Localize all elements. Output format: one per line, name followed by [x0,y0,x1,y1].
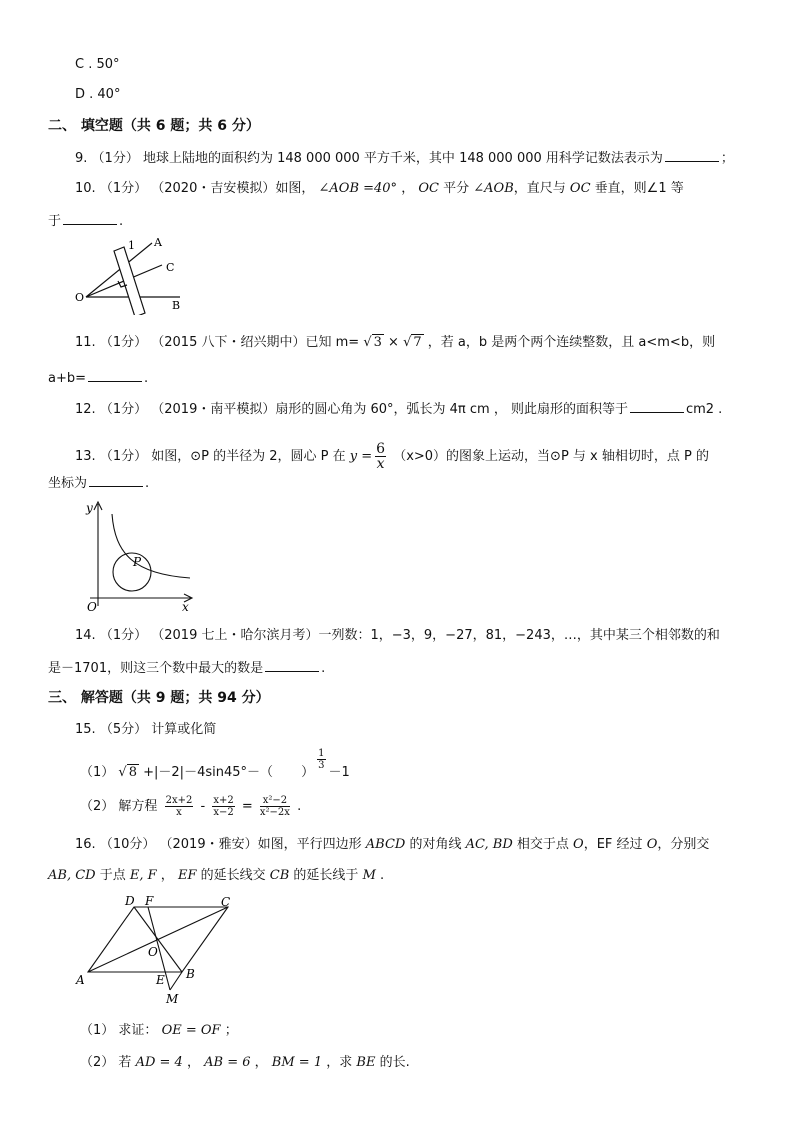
q16-math-7: EF [177,868,197,883]
question-11-line1 [75,335,715,351]
question-9 [75,149,734,167]
q16-text-7: ， [160,868,174,883]
question-15-part2 [80,794,301,820]
q16-p2-math-2: AB = 6 [204,1055,251,1070]
q11-score: （1分） [99,335,148,350]
figure-q16-parallelogram [70,892,246,1008]
label-o: O [75,291,85,304]
q15-p1-text-1: +|－2|－4sin45°－（ [143,765,274,780]
label-y: y [86,501,93,515]
q13-end: . [145,476,150,491]
q15-f1-num: 2x+2 [165,795,193,806]
q11-sqrt-7: √ 7 [403,335,422,350]
q15-p2-end: . [297,799,302,814]
q10-math-4: OC [569,181,591,196]
q15-radicand: 8 [128,765,137,780]
q15-number: 15. [75,722,96,737]
question-10-line2 [48,212,123,230]
q15-f2-num: x+2 [213,795,234,806]
q11-radicand-2: 7 [413,335,422,350]
q16-p1-text-1: 求证： [118,1023,158,1038]
q10-score: （1分） [99,181,148,196]
q12-source: （2019・南平模拟） [151,402,276,417]
q10-text-4: ，直尺与 [513,181,566,196]
q13-number: 13. [75,449,96,464]
question-16-part2 [80,1055,410,1071]
q14-text-1: 一列数：1，−3，9，−27，81，−243，…，其中某三个相邻数的和 [318,628,720,643]
q13-answer-blank [89,474,143,487]
label-o: O [148,945,158,959]
q16-text-4: ，EF 经过 [583,837,643,852]
q13-eq-left: y = [349,449,373,464]
q10-answer-blank [63,212,117,225]
q9-number: 9. [75,151,88,166]
q11-answer-blank [88,369,142,382]
q16-p2-text-4: ，求 [326,1055,353,1070]
q16-math-4: O [646,837,658,852]
q16-text-5: ，分别交 [657,837,710,852]
q16-number: 16. [75,837,96,852]
q15-sqrt-8: √ 8 [118,765,137,780]
q10-end: . [119,214,124,229]
q16-p2-text-3: ， [254,1055,268,1070]
q10-text-6: 于 [48,214,62,229]
q16-p1-text-2: ； [224,1023,238,1038]
question-14-line2 [48,659,325,677]
q10-math-3: ∠AOB [473,181,514,196]
q13-fraction-den: x [376,456,385,472]
label-c: C [166,261,175,274]
q16-p2-math-1: AD = 4 [135,1055,183,1070]
q11-text-3: a+b= [48,371,87,386]
q11-end: . [144,371,149,386]
q16-p1-label: （1） [80,1023,115,1038]
question-10-line1 [75,181,684,197]
q13-score: （1分） [99,449,148,464]
q15-f2-den: x−2 [213,807,234,818]
q16-text-9: 的延长线于 [293,868,359,883]
q15-p2-label: （2） [80,799,115,814]
label-d: D [125,894,135,908]
question-11-line2 [48,369,148,387]
q10-math-1: ∠AOB =40° [318,181,398,196]
q12-answer-blank [630,400,684,413]
question-14-line1 [75,628,720,644]
label-c: C [221,895,231,909]
label-e: E [156,973,165,987]
q16-text-2: 的对角线 [409,837,462,852]
q12-text-2: cm2 . [685,402,723,417]
q16-math-2: AC, BD [465,837,513,852]
section-heading-solutions: 三、 解答题（共 9 题；共 94 分） [48,690,270,706]
q16-p2-math-4: BE [356,1055,376,1070]
q15-fraction-2 [212,795,234,818]
q11-text-2: ，若 a，b 是两个两个连续整数，且 a<m<b，则 [427,335,716,350]
q11-radicand-1: 3 [373,335,382,350]
q16-source: （2019・雅安） [159,837,258,852]
q13-text-3: 坐标为 [48,476,88,491]
q15-minus: - [200,799,206,814]
q10-text-1: 如图， [275,181,315,196]
q16-math-6: E, F [129,868,157,883]
q15-f3-den: x²−2x [259,807,290,818]
q16-text-6: 于点 [99,868,126,883]
figure-q10-ruler-angle [70,235,190,315]
q16-text-3: 相交于点 [516,837,569,852]
q15-p1-text-2: ） [301,765,315,780]
q10-text-3: 平分 [443,181,470,196]
label-angle-1: 1 [128,239,135,252]
q16-p1-math: OE = OF [161,1023,221,1038]
label-b: B [172,299,181,312]
q9-text: 地球上陆地的面积约为 148 000 000 平方千米，其中 148 000 000 用科学记数法表示为 [142,151,663,166]
q16-math-5: AB, CD [48,868,96,883]
q15-fraction-1 [165,795,194,818]
circle-p [113,553,151,591]
label-b: B [186,967,195,981]
q11-times: × [388,335,399,350]
q15-exponent-fraction [317,748,325,771]
extension-cb [170,972,182,990]
q13-fraction [375,442,386,471]
label-m: M [166,992,179,1006]
q11-source: （2015 八下・绍兴期中） [151,335,306,350]
q15-p2-text: 解方程 [118,799,158,814]
q13-fraction-num: 6 [376,441,386,457]
q15-score: （5分） [99,722,148,737]
q16-score: （10分） [99,837,156,852]
question-13-line1 [75,442,709,471]
q9-end: ； [720,151,734,166]
q14-number: 14. [75,628,96,643]
q16-p2-text-1: 若 [118,1055,132,1070]
q16-text-1: 如图，平行四边形 [257,837,362,852]
q16-p2-label: （2） [80,1055,115,1070]
q15-fraction-3 [260,795,290,818]
q10-math-2: OC [418,181,439,196]
q10-number: 10. [75,181,96,196]
label-p: P [133,555,142,569]
q10-source: （2020・吉安模拟） [151,181,276,196]
q10-text-2: ， [401,181,415,196]
q16-p2-math-3: BM = 1 [271,1055,323,1070]
q15-exp-num: 1 [318,748,325,759]
q15-f3-num: x²−2 [260,795,290,807]
q11-sqrt-3: √ 3 [363,335,382,350]
section-heading-fill-blank: 二、 填空题（共 6 题；共 6 分） [48,118,260,134]
q16-math-3: O [573,837,584,852]
diagonal-bd [134,907,182,972]
q16-text-8: 的延长线交 [200,868,266,883]
q14-answer-blank [265,659,319,672]
q15-text: 计算或化简 [151,722,217,737]
question-15-part1 [80,748,350,784]
q12-score: （1分） [99,402,148,417]
q15-equals: = [241,799,253,814]
q16-p2-text-2: ， [186,1055,200,1070]
label-a: A [76,973,85,987]
q15-exp-den: 3 [318,760,325,771]
q13-text-1: 如图，⊙P 的半径为 2，圆心 P 在 [151,449,346,464]
q12-text-1: 扇形的圆心角为 60°，弧长为 4π cm ， 则此扇形的面积等于 [275,402,628,417]
q14-score: （1分） [99,628,148,643]
option-d: D . 40° [75,87,121,102]
q11-number: 11. [75,335,96,350]
label-a: A [154,236,162,249]
q10-text-5: 垂直，则∠1 等 [594,181,684,196]
question-16-part1 [80,1023,238,1039]
figure-q13-hyperbola [78,498,200,616]
q16-math-8: CB [269,868,290,883]
q11-text-1: 已知 m= [305,335,360,350]
question-16-line2 [48,868,384,884]
option-c: C . 50° [75,57,120,72]
label-origin: O [87,600,97,614]
q16-math-1: ABCD [365,837,406,852]
q12-number: 12. [75,402,96,417]
q15-p1-text-3: －1 [328,765,350,780]
q14-end: . [321,661,326,676]
q14-text-2: 是－1701，则这三个数中最大的数是 [48,661,264,676]
question-16-line1 [75,837,709,853]
question-13-line2 [48,474,149,492]
label-x: x [182,600,189,614]
question-12 [75,400,722,418]
q13-text-2: （x>0）的图象上运动，当⊙P 与 x 轴相切时，点 P 的 [393,449,709,464]
q16-text-10: . [380,868,385,883]
label-f: F [145,894,154,908]
q16-p2-text-5: 的长. [379,1055,410,1070]
q15-p1-label: （1） [80,765,115,780]
q16-math-9: M [362,868,376,883]
q9-score: （1分） [91,151,139,166]
q15-f1-den: x [176,807,182,818]
question-15 [75,722,216,738]
q9-answer-blank [665,149,719,162]
q14-source: （2019 七上・哈尔滨月考） [151,628,319,643]
